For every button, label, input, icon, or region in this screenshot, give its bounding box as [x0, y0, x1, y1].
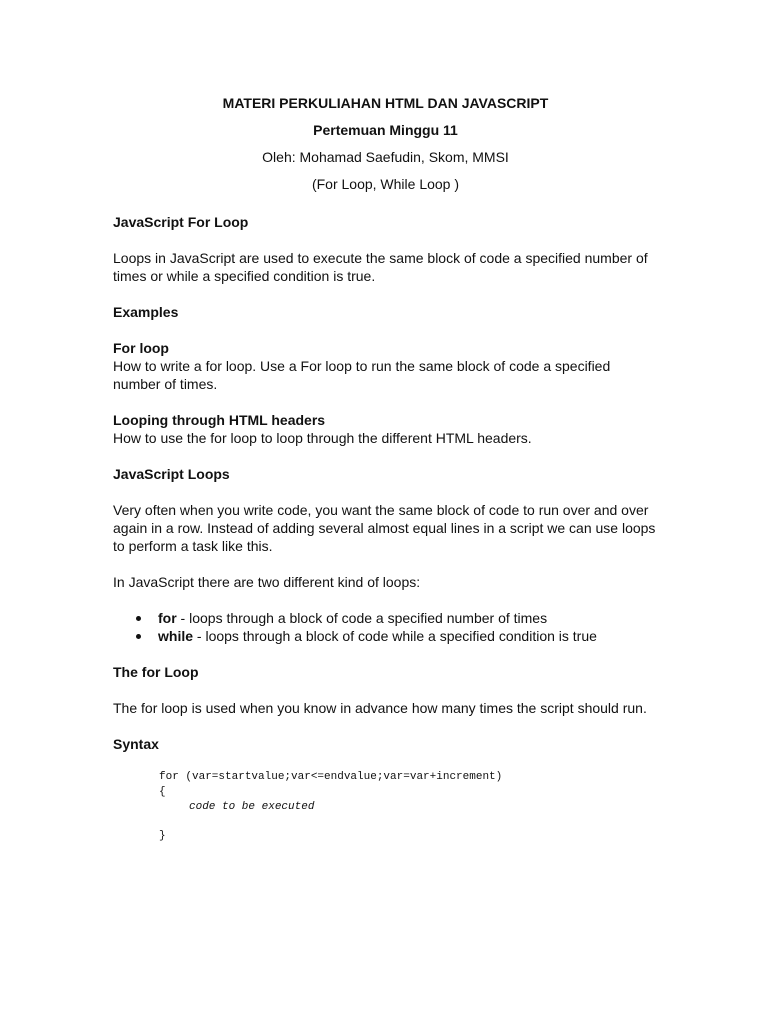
code-line: code to be executed	[189, 801, 315, 813]
heading-syntax: Syntax	[113, 736, 159, 752]
paragraph-loops-explanation: Very often when you write code, you want the same block of code to run over and over again in a row. Instead of adding several almost equal lines in a script we can use loops to perform a task like this.	[113, 502, 656, 554]
heading-javascript-loops: JavaScript Loops	[113, 466, 230, 482]
bullet-icon	[136, 616, 141, 621]
code-block-syntax	[159, 770, 658, 844]
document-topic: (For Loop, While Loop )	[311, 176, 460, 192]
heading-javascript-for-loop: JavaScript For Loop	[113, 214, 249, 230]
heading-the-for-loop: The for Loop	[113, 664, 199, 680]
list-item-text: - loops through a block of code a specified number of times	[176, 610, 548, 626]
list-item	[133, 627, 658, 645]
document-author: Oleh: Mohamad Saefudin, Skom, MMSI	[262, 149, 509, 165]
list-item-term: while	[158, 628, 194, 644]
document-subtitle: Pertemuan Minggu 11	[313, 122, 458, 138]
example-for-loop-description: How to write a for loop. Use a For loop to run the same block of code a specified number of times.	[113, 358, 611, 392]
paragraph-for-loop-usage: The for loop is used when you know in advance how many times the script should run.	[113, 700, 647, 716]
document-page	[113, 94, 658, 844]
document-title: MATERI PERKULIAHAN HTML DAN JAVASCRIPT	[222, 95, 549, 111]
paragraph-loop-kinds: In JavaScript there are two different kind of loops:	[113, 574, 421, 590]
list-item-term: for	[158, 610, 177, 626]
heading-examples: Examples	[113, 304, 179, 320]
list-item-text: - loops through a block of code while a specified condition is true	[193, 628, 597, 644]
loop-kinds-list	[113, 609, 658, 645]
code-line: }	[159, 830, 166, 842]
code-line: {	[159, 786, 166, 798]
example-html-headers-title: Looping through HTML headers	[113, 412, 326, 428]
code-line: for (var=startvalue;var<=endvalue;var=var+increment)	[159, 771, 503, 783]
example-for-loop-title: For loop	[113, 340, 169, 356]
bullet-icon	[136, 634, 141, 639]
example-html-headers-description: How to use the for loop to loop through the different HTML headers.	[113, 430, 532, 446]
list-item	[133, 609, 658, 627]
paragraph-loops-intro: Loops in JavaScript are used to execute the same block of code a specified number of times or while a specified condition is true.	[113, 250, 648, 284]
